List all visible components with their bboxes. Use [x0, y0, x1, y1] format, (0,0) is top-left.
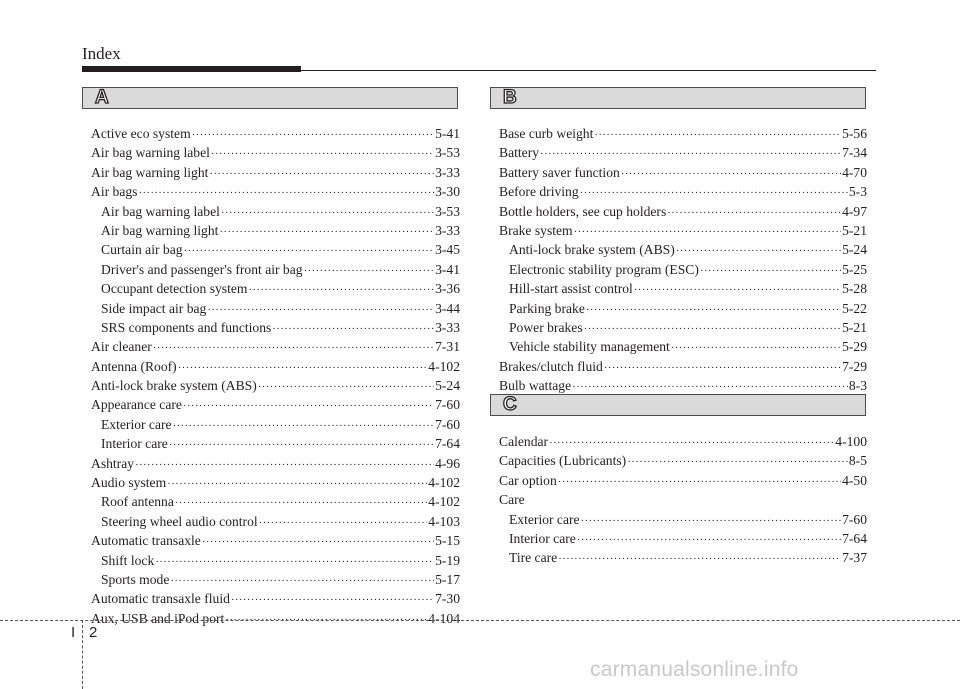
index-entry-label: Roof antenna — [101, 494, 174, 510]
index-entry-label: Audio system — [91, 475, 167, 491]
index-entry-label: Aux, USB and iPod port — [91, 610, 225, 626]
index-entry-leader — [580, 182, 848, 203]
index-entry-page: 3-36 — [435, 281, 460, 297]
index-entry-leader — [304, 260, 435, 281]
index-entry-page: 3-45 — [435, 242, 460, 258]
index-entry-leader — [700, 260, 841, 281]
index-entry — [91, 260, 460, 279]
index-entry-label: Exterior care — [101, 416, 172, 432]
index-entry-page: 7-64 — [435, 436, 460, 452]
section-a-header — [82, 87, 458, 109]
index-entry-label: Ashtray — [91, 455, 135, 471]
index-entry — [91, 473, 460, 492]
index-entry-page: 5-17 — [435, 571, 460, 587]
index-entry-page: 4-97 — [842, 203, 867, 219]
index-entry-leader — [155, 551, 434, 572]
index-entry-page: 4-104 — [428, 610, 460, 626]
index-entry-page: 7-60 — [842, 511, 867, 527]
index-entry — [91, 279, 460, 298]
index-entry-page: 7-31 — [435, 339, 460, 355]
index-entry — [91, 124, 460, 143]
index-entry-label: Brake system — [499, 222, 573, 238]
header-rule-accent — [82, 66, 301, 72]
index-entry-label: Air bags — [91, 184, 138, 200]
index-entry-leader — [676, 240, 841, 261]
index-entry — [499, 143, 867, 162]
index-entry — [499, 337, 867, 356]
index-entry-leader — [184, 240, 435, 261]
index-entry-leader — [248, 279, 434, 300]
index-entry-label: Anti-lock brake system (ABS) — [509, 242, 675, 258]
section-c-entries — [499, 432, 867, 568]
index-entry — [91, 492, 460, 511]
index-entry-leader — [173, 415, 435, 436]
index-entry-page: 7-29 — [842, 358, 867, 374]
footer-section-letter: I — [71, 624, 76, 641]
index-entry-leader — [558, 471, 841, 492]
index-entry-page: 3-41 — [435, 261, 460, 277]
index-entry — [91, 163, 460, 182]
index-entry-label: Driver's and passenger's front air bag — [101, 261, 303, 277]
index-entry — [499, 318, 867, 337]
index-entry-leader — [574, 221, 841, 242]
index-entry — [499, 432, 867, 451]
index-entry-page: 5-22 — [842, 300, 867, 316]
index-entry — [91, 609, 460, 628]
index-entry — [499, 451, 867, 470]
index-entry-leader — [604, 357, 841, 378]
index-entry-page: 5-24 — [842, 242, 867, 258]
index-entry-leader — [135, 454, 434, 475]
index-entry-leader — [667, 202, 841, 223]
index-entry-label: Capacities (Lubricants) — [499, 453, 627, 469]
index-entry — [91, 143, 460, 162]
index-entry — [91, 531, 460, 550]
index-entry — [91, 589, 460, 608]
index-entry-page: 4-102 — [428, 494, 460, 510]
index-entry-leader — [621, 163, 841, 184]
index-entry-page: 3-30 — [435, 184, 460, 200]
index-entry — [91, 570, 460, 589]
section-b-header — [490, 87, 866, 109]
index-entry-leader — [209, 163, 434, 184]
index-entry-leader — [138, 182, 434, 203]
section-a-letter: A — [95, 87, 109, 108]
index-entry-page: 4-102 — [428, 475, 460, 491]
index-entry-leader — [231, 589, 434, 610]
index-entry-leader — [219, 221, 434, 242]
index-entry-label: Parking brake — [509, 300, 585, 316]
index-entry-label: SRS components and functions — [101, 319, 272, 335]
index-entry-page: 7-37 — [842, 550, 867, 566]
index-entry — [499, 182, 867, 201]
index-entry-label: Car option — [499, 472, 557, 488]
index-entry-page: 3-53 — [435, 203, 460, 219]
index-entry-label: Occupant detection system — [101, 281, 248, 297]
index-entry-label: Before driving — [499, 184, 579, 200]
index-entry-label: Shift lock — [101, 552, 155, 568]
index-entry — [499, 376, 867, 395]
index-entry-label: Tire care — [509, 550, 558, 566]
index-entry-page: 3-33 — [435, 222, 460, 238]
index-entry-leader — [170, 570, 434, 591]
index-entry-leader — [272, 318, 434, 339]
index-entry-page: 5-25 — [842, 261, 867, 277]
index-entry-leader — [202, 531, 434, 552]
index-entry-page: 4-96 — [435, 455, 460, 471]
index-entry-leader — [153, 337, 434, 358]
index-entry-page: 5-19 — [435, 552, 460, 568]
index-entry — [91, 415, 460, 434]
index-entry-leader — [558, 548, 841, 569]
index-entry-leader — [584, 318, 841, 339]
index-entry-leader — [183, 395, 434, 416]
index-entry-page: 5-21 — [842, 222, 867, 238]
index-entry-leader — [169, 434, 434, 455]
index-entry — [499, 163, 867, 182]
index-entry-leader — [671, 337, 841, 358]
index-entry — [499, 221, 867, 240]
index-entry — [499, 240, 867, 259]
index-entry-label: Automatic transaxle fluid — [91, 591, 230, 607]
index-entry-leader — [167, 473, 427, 494]
index-entry-label: Automatic transaxle — [91, 533, 201, 549]
index-entry-page: 5-21 — [842, 319, 867, 335]
index-entry-page: 5-3 — [848, 184, 867, 200]
index-entry-page: 5-29 — [842, 339, 867, 355]
index-entry — [91, 376, 460, 395]
index-entry — [91, 221, 460, 240]
index-entry-leader — [549, 432, 834, 453]
watermark: carmanualsonline.info — [590, 658, 799, 681]
index-entry-label: Brakes/clutch fluid — [499, 358, 603, 374]
index-entry — [499, 124, 867, 143]
index-entry-page: 3-44 — [435, 300, 460, 316]
index-entry-leader — [627, 451, 848, 472]
index-entry-page: 4-50 — [842, 472, 867, 488]
index-entry-label: Antenna (Roof) — [91, 358, 177, 374]
index-entry — [91, 318, 460, 337]
index-entry-page: 4-70 — [842, 164, 867, 180]
index-entry-label: Air bag warning light — [91, 164, 209, 180]
index-entry-leader — [577, 529, 841, 550]
index-entry — [499, 548, 867, 567]
index-entry-page: 8-5 — [848, 453, 867, 469]
section-a-entries — [91, 124, 460, 628]
index-entry — [91, 395, 460, 414]
index-entry-label: Active eco system — [91, 126, 191, 141]
index-entry-page: 4-100 — [835, 434, 867, 449]
footer-rule — [0, 620, 960, 621]
index-entry-label: Appearance care — [91, 397, 182, 413]
index-entry-page: 8-3 — [848, 378, 867, 394]
index-entry-label: Steering wheel audio control — [101, 513, 258, 529]
index-entry — [91, 299, 460, 318]
index-entry-page: 4-103 — [428, 513, 460, 529]
index-entry — [499, 510, 867, 529]
index-entry-label: Power brakes — [509, 319, 583, 335]
index-entry — [91, 512, 460, 531]
index-entry-leader — [586, 299, 841, 320]
index-entry — [91, 551, 460, 570]
index-entry-label: Side impact air bag — [101, 300, 207, 316]
index-entry-leader — [634, 279, 841, 300]
index-entry — [499, 357, 867, 376]
index-entry-label: Bulb wattage — [499, 378, 572, 394]
index-entry-label: Battery — [499, 145, 540, 161]
index-entry-label: Air bag warning light — [101, 222, 219, 238]
index-entry — [91, 357, 460, 376]
index-entry-page: 7-60 — [435, 397, 460, 413]
index-entry — [499, 202, 867, 221]
index-entry-leader — [178, 357, 428, 378]
index-entry — [499, 529, 867, 548]
index-entry-label: Anti-lock brake system (ABS) — [91, 378, 257, 394]
index-entry-page: 7-34 — [842, 145, 867, 161]
index-entry-label: Interior care — [509, 530, 576, 546]
index-entry — [91, 240, 460, 259]
index-entry — [499, 279, 867, 298]
index-entry-page: 3-53 — [435, 145, 460, 161]
index-entry-page: 7-64 — [842, 530, 867, 546]
index-entry-label: Calendar — [499, 434, 549, 449]
index-entry — [499, 260, 867, 279]
index-entry-page: 4-102 — [428, 358, 460, 374]
index-entry-label: Air bag warning label — [91, 145, 210, 161]
page-title: Index — [82, 44, 121, 63]
index-entry-page: 5-56 — [842, 126, 867, 141]
index-entry-page: 3-33 — [435, 164, 460, 180]
index-entry-leader — [594, 124, 841, 145]
footer-page-number: 2 — [89, 624, 98, 641]
index-entry-label: Interior care — [101, 436, 168, 452]
footer-divider — [82, 620, 83, 689]
index-entry-leader — [540, 143, 841, 164]
index-entry-page: 5-15 — [435, 533, 460, 549]
index-entry-leader — [221, 202, 434, 223]
index-entry-leader — [258, 376, 434, 397]
section-b-entries — [499, 124, 867, 395]
index-entry-label: Base curb weight — [499, 126, 594, 141]
index-entry — [91, 454, 460, 473]
section-c-header — [490, 394, 866, 416]
section-b-letter: B — [503, 87, 517, 108]
index-entry-label: Care — [499, 492, 525, 508]
index-entry-label: Bottle holders, see cup holders — [499, 203, 667, 219]
index-entry-leader — [175, 492, 427, 513]
index-entry — [91, 337, 460, 356]
index-entry-leader — [259, 512, 428, 533]
index-entry-label: Curtain air bag — [101, 242, 183, 258]
index-entry — [91, 202, 460, 221]
index-entry-label: Battery saver function — [499, 164, 620, 180]
index-entry-page: 7-30 — [435, 591, 460, 607]
index-entry-page: 3-33 — [435, 319, 460, 335]
index-entry — [91, 434, 460, 453]
index-entry-page: 7-60 — [435, 416, 460, 432]
index-entry-leader — [207, 299, 434, 320]
section-c-letter: C — [503, 394, 517, 415]
index-entry-label: Hill-start assist control — [509, 281, 633, 297]
index-entry-page: 5-41 — [435, 126, 460, 141]
index-entry — [499, 471, 867, 490]
index-entry — [499, 299, 867, 318]
index-entry-label: Air cleaner — [91, 339, 152, 355]
index-entry-label: Sports mode — [101, 571, 170, 587]
index-entry-leader — [581, 510, 842, 531]
index-entry — [91, 182, 460, 201]
index-entry-page: 5-28 — [842, 281, 867, 297]
index-entry-label: Electronic stability program (ESC) — [509, 261, 699, 277]
index-entry-page: 5-24 — [435, 378, 460, 394]
index-entry-label: Vehicle stability management — [509, 339, 670, 355]
index-entry-leader — [192, 124, 434, 145]
index-entry-leader — [211, 143, 434, 164]
index-entry-label: Exterior care — [509, 511, 580, 527]
index-entry — [499, 490, 867, 509]
index-entry-label: Air bag warning label — [101, 203, 220, 219]
